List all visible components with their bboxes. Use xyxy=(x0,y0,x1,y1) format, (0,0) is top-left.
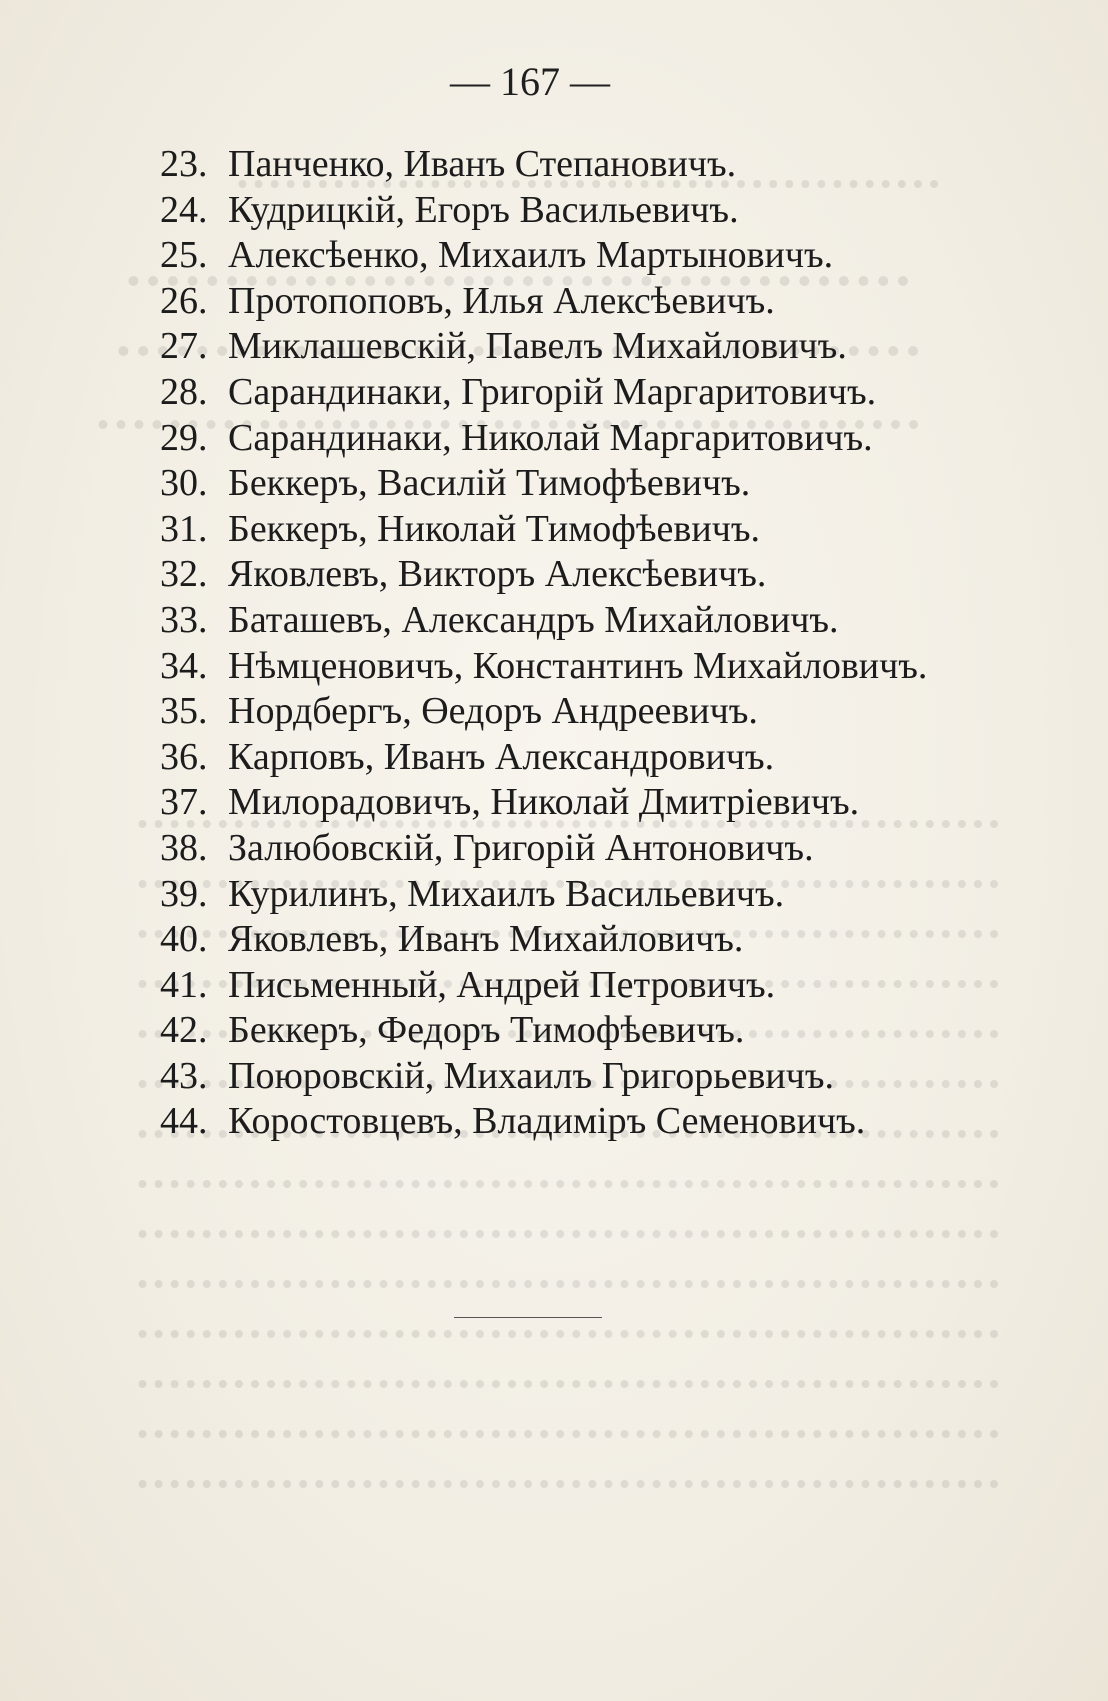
entry-name: Курилинъ, Михаилъ Васильевичъ. xyxy=(228,872,785,915)
entry-number: 27. xyxy=(160,325,208,368)
list-item xyxy=(160,689,1060,735)
entry-number: 38. xyxy=(160,826,208,869)
entry-number: 42. xyxy=(160,1009,208,1052)
page-number: — 167 — xyxy=(450,59,610,104)
section-divider xyxy=(454,1317,602,1318)
entry-number: 41. xyxy=(160,963,208,1006)
name-list xyxy=(160,142,1060,1145)
list-item xyxy=(160,279,1060,325)
entry-name: Баташевъ, Александръ Михайловичъ. xyxy=(228,598,839,641)
entry-name: Алексѣенко, Михаилъ Мартыновичъ. xyxy=(228,234,834,277)
list-item xyxy=(160,461,1060,507)
entry-number: 43. xyxy=(160,1054,208,1097)
entry-name: Яковлевъ, Иванъ Михайловичъ. xyxy=(228,918,744,961)
list-item xyxy=(160,1008,1060,1054)
entry-number: 37. xyxy=(160,781,208,824)
entry-name: Коростовцевъ, Владиміръ Семеновичъ. xyxy=(228,1100,866,1143)
entry-name: Беккеръ, Николай Тимофѣевичъ. xyxy=(228,507,760,550)
list-item xyxy=(160,370,1060,416)
list-item xyxy=(160,872,1060,918)
entry-name: Сарандинаки, Николай Маргаритовичъ. xyxy=(228,416,873,459)
entry-number: 30. xyxy=(160,462,208,505)
list-item xyxy=(160,780,1060,826)
entry-number: 33. xyxy=(160,598,208,641)
list-item xyxy=(160,416,1060,462)
entry-number: 28. xyxy=(160,370,208,413)
entry-name: Протопоповъ, Илья Алексѣевичъ. xyxy=(228,279,775,322)
list-item xyxy=(160,507,1060,553)
entry-name: Миклашевскій, Павелъ Михайловичъ. xyxy=(228,325,847,368)
entry-name: Письменный, Андрей Петровичъ. xyxy=(228,963,776,1006)
list-item xyxy=(160,324,1060,370)
entry-number: 25. xyxy=(160,234,208,277)
entry-number: 40. xyxy=(160,918,208,961)
entry-number: 31. xyxy=(160,507,208,550)
list-item xyxy=(160,735,1060,781)
list-item xyxy=(160,917,1060,963)
entry-number: 26. xyxy=(160,279,208,322)
entry-number: 29. xyxy=(160,416,208,459)
entry-name: Нѣмценовичъ, Константинъ Михайловичъ. xyxy=(228,644,928,687)
entry-number: 32. xyxy=(160,553,208,596)
list-item xyxy=(160,188,1060,234)
entry-number: 35. xyxy=(160,690,208,733)
list-item xyxy=(160,963,1060,1009)
entry-name: Нордбергъ, Өедоръ Андреевичъ. xyxy=(228,690,758,733)
entry-name: Панченко, Иванъ Степановичъ. xyxy=(228,143,737,185)
list-item xyxy=(160,644,1060,690)
entry-number: 36. xyxy=(160,735,208,778)
entry-name: Беккеръ, Федоръ Тимофѣевичъ. xyxy=(228,1009,745,1052)
entry-number: 44. xyxy=(160,1100,208,1143)
entry-name: Беккеръ, Василій Тимофѣевичъ. xyxy=(228,462,751,505)
list-item xyxy=(160,142,1060,188)
list-item xyxy=(160,552,1060,598)
entry-name: Милорадовичъ, Николай Дмитріевичъ. xyxy=(228,781,860,824)
entry-name: Яковлевъ, Викторъ Алексѣевичъ. xyxy=(228,553,767,596)
list-item xyxy=(160,1054,1060,1100)
entry-name: Сарандинаки, Григорій Маргаритовичъ. xyxy=(228,370,877,413)
entry-number: 24. xyxy=(160,188,208,231)
list-item xyxy=(160,1099,1060,1145)
entry-number: 34. xyxy=(160,644,208,687)
entry-number: 39. xyxy=(160,872,208,915)
list-item xyxy=(160,826,1060,872)
list-item xyxy=(160,598,1060,644)
entry-name: Кудрицкій, Егоръ Васильевичъ. xyxy=(228,188,739,231)
entry-name: Поюровскій, Михаилъ Григорьевичъ. xyxy=(228,1054,834,1097)
entry-number: 23. xyxy=(160,143,208,185)
entry-name: Залюбовскій, Григорій Антоновичъ. xyxy=(228,826,814,869)
list-item xyxy=(160,233,1060,279)
entry-name: Карповъ, Иванъ Александровичъ. xyxy=(228,735,775,778)
